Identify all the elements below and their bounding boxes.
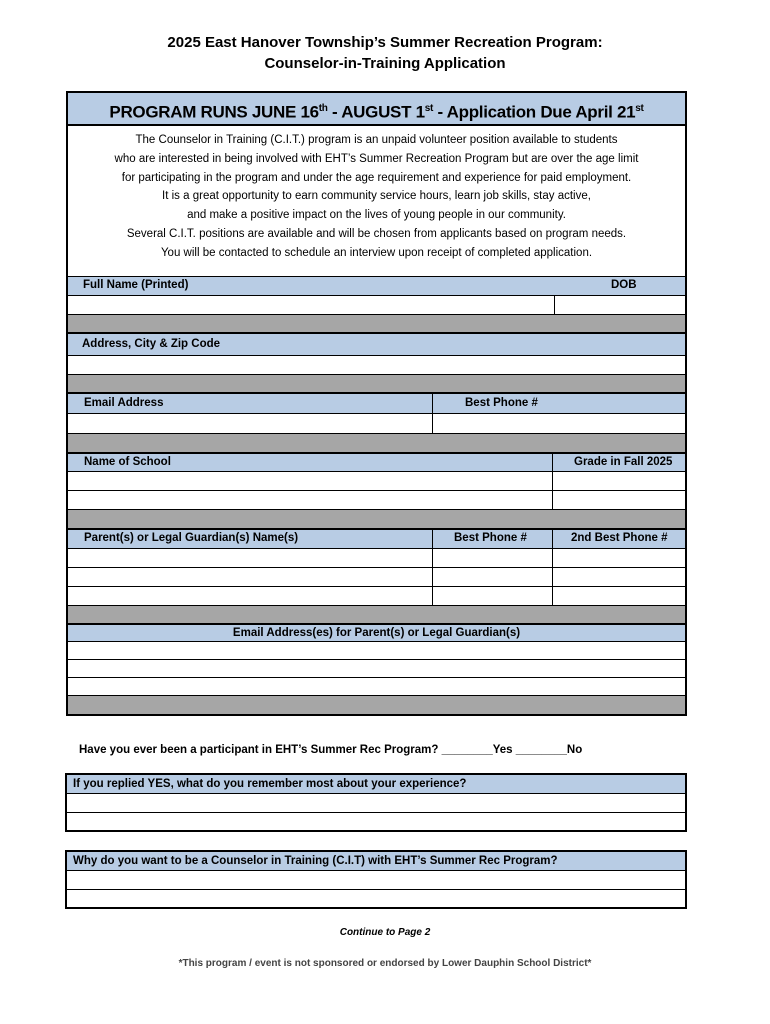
guardian-phone-label: Best Phone # [454, 532, 527, 544]
address-label: Address, City & Zip Code [82, 338, 221, 350]
guardian-phone-field[interactable] [432, 587, 552, 605]
grade-label: Grade in Fall 2025 [574, 456, 673, 468]
email-field[interactable] [68, 414, 432, 433]
guardian-email-field[interactable] [68, 642, 685, 660]
experience-answer-line[interactable] [67, 813, 685, 832]
guardian-email-field[interactable] [68, 678, 685, 696]
guardian-name-field[interactable] [68, 549, 432, 567]
address-header [68, 333, 685, 356]
school-field[interactable] [68, 472, 552, 490]
guardian-email-label: Email Address(es) for Parent(s) or Legal Guardian(s) [232, 627, 521, 639]
continue-note: Continue to Page 2 [339, 927, 431, 938]
guardian-phone2-field[interactable] [552, 587, 687, 605]
application-form [66, 91, 687, 716]
motivation-answer-line[interactable] [67, 871, 685, 890]
full-name-label: Full Name (Printed) [83, 279, 189, 291]
guardian-row [68, 587, 685, 606]
separator [68, 375, 685, 393]
name-dob-header [68, 276, 685, 296]
page-title: 2025 East Hanover Township’s Summer Recreation Program: [167, 34, 603, 51]
separator [68, 315, 685, 333]
participant-question: Have you ever been a participant in EHT’s Summer Rec Program? ________Yes ________No [79, 744, 583, 756]
guardian-name-field[interactable] [68, 568, 432, 586]
separator [68, 434, 685, 453]
school-field[interactable] [68, 491, 552, 509]
full-name-field[interactable] [68, 296, 554, 314]
guardian-phone-field[interactable] [432, 549, 552, 567]
school-grade-row [68, 472, 685, 491]
grade-field[interactable] [552, 491, 687, 509]
experience-question: If you replied YES, what do you remember most about your experience? [67, 775, 685, 794]
guardian-row [68, 549, 685, 568]
school-grade-row [68, 491, 685, 510]
motivation-question: Why do you want to be a Counselor in Training (C.I.T) with EHT’s Summer Rec Program? [67, 852, 685, 871]
guardian-header [68, 529, 685, 549]
program-dates-banner: PROGRAM RUNS JUNE 16th - AUGUST 1st - Application Due April 21st [68, 93, 685, 126]
email-label: Email Address [84, 397, 164, 409]
disclaimer-footer: *This program / event is not sponsored or endorsed by Lower Dauphin School District* [178, 958, 592, 969]
dob-field[interactable] [554, 296, 687, 314]
email-phone-row [68, 414, 685, 434]
guardian-email-header [68, 624, 685, 642]
guardian-phone2-field[interactable] [552, 549, 687, 567]
motivation-answer-line[interactable] [67, 890, 685, 909]
motivation-box [65, 850, 687, 909]
guardian-phone-field[interactable] [432, 568, 552, 586]
experience-box [65, 773, 687, 832]
email-phone-header [68, 393, 685, 414]
name-dob-row [68, 296, 685, 315]
dob-label: DOB [611, 279, 637, 291]
guardian-row [68, 568, 685, 587]
page-subtitle: Counselor-in-Training Application [264, 55, 506, 72]
separator [68, 696, 685, 714]
school-grade-header [68, 453, 685, 472]
best-phone-label: Best Phone # [465, 397, 538, 409]
best-phone-field[interactable] [432, 414, 687, 433]
guardian-email-field[interactable] [68, 660, 685, 678]
separator [68, 606, 685, 624]
address-field[interactable] [68, 356, 685, 375]
guardian-phone2-label: 2nd Best Phone # [571, 532, 668, 544]
separator [68, 510, 685, 529]
program-description: The Counselor in Training (C.I.T.) program is an unpaid volunteer position available to students who are interested in being involved with EHT’s Summer Recreation Program but are over the age limit for participating in the program and under the age requirement and experience for paid employment. It is a great opportunity to earn community service hours, learn job skills, stay active, and make a positive impact on the lives of young people in our community. Several C.I.T. positions are available and will be chosen from applicants based on program needs. You will be contacted to schedule an interview upon receipt of completed application. [114, 134, 639, 259]
school-label: Name of School [84, 456, 171, 468]
guardian-name-field[interactable] [68, 587, 432, 605]
experience-answer-line[interactable] [67, 794, 685, 813]
guardian-name-label: Parent(s) or Legal Guardian(s) Name(s) [84, 532, 299, 544]
guardian-phone2-field[interactable] [552, 568, 687, 586]
grade-field[interactable] [552, 472, 687, 490]
